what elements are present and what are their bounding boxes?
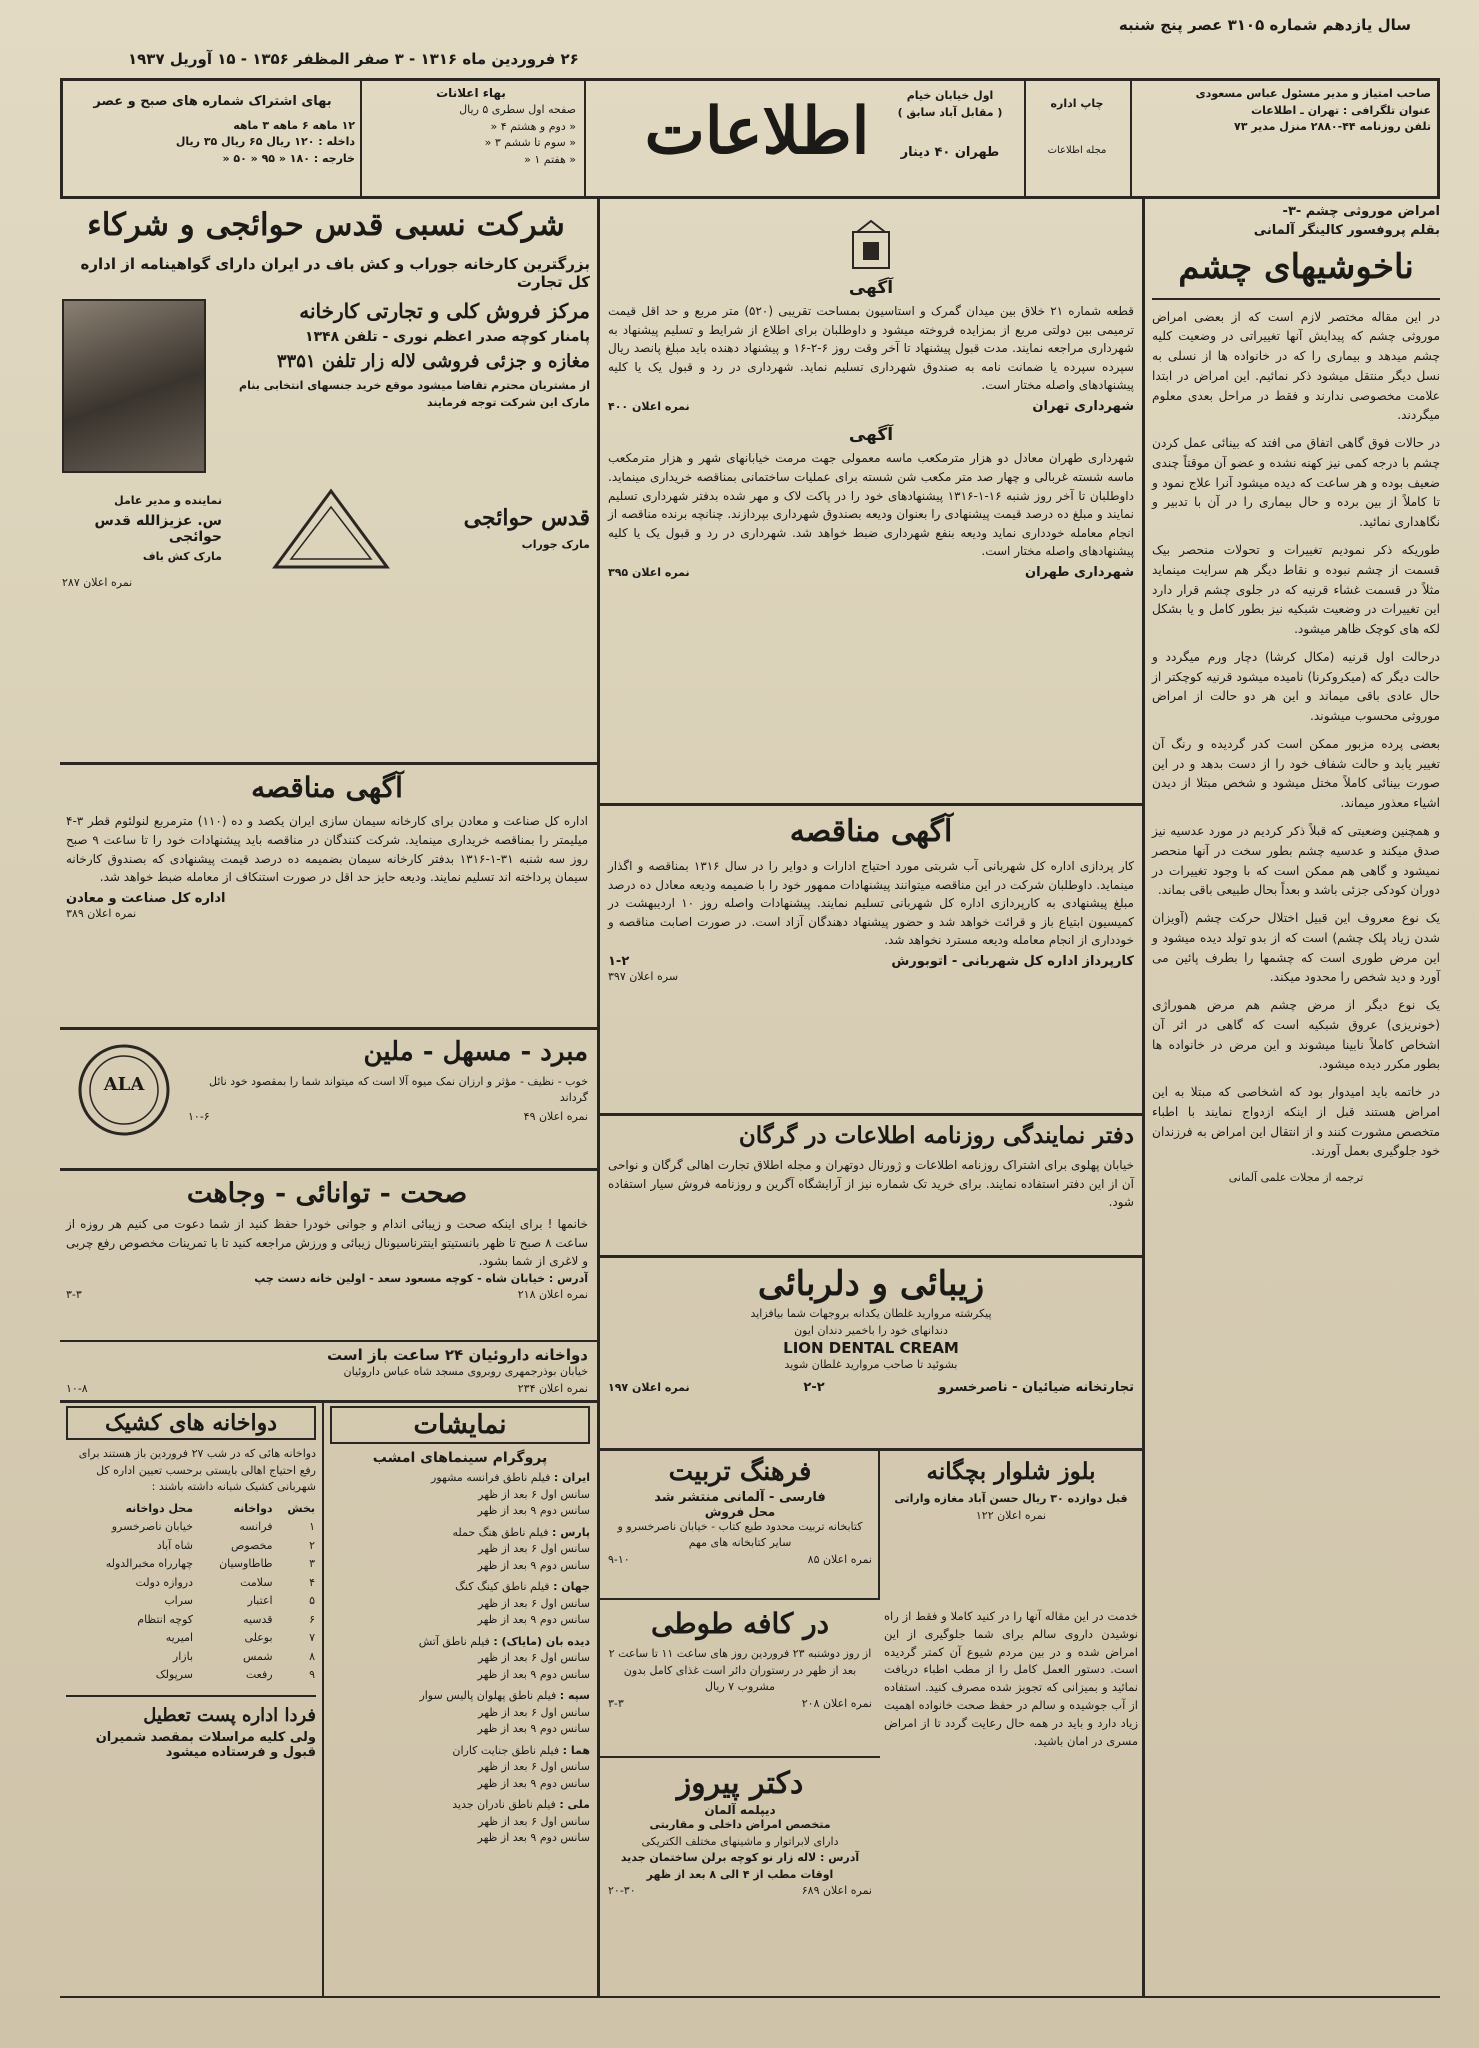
article-paragraph: در خاتمه باید امیدوار بود که اشخاصی که مبتلا به این امراض هستند قبل از اینکه ازدواج نمایند با اطباء متخصص مشورت کنند و از انتقال این امراض به فرزندان خود جلوگیری بعمل آورند.	[1152, 1085, 1440, 1159]
nasbi-line: مغازه و جزئی فروشی لاله زار تلفن ۳۳۵۱	[276, 351, 590, 373]
doctor-line: دارای لابراتوار و ماشینهای مختلف الکتریکی	[641, 1834, 839, 1848]
subscription-row: داخله : ۱۲۰ ریال ۶۵ ریال ۳۵ ریال	[175, 135, 355, 148]
ala-text: خوب - نظیف - مؤثر و ارزان نمک میوه آلا است که میتواند شما را بمقصود خود نائل گرداند	[209, 1074, 588, 1105]
table-row	[66, 1648, 316, 1667]
ad5-series: ۲-۲	[803, 1379, 825, 1395]
ad3-text: کار پردازی اداره کل شهربانی آب شربتی مورد احتیاج ادارات و دوایر را در سال ۱۳۱۶ بمناقصه و اگذار مینماید. داوطلبان شرکت در این مناقصه میتوانند پیشنهادات ممهور خود را با ضمیمه ودیعه معادل ده درصد مبلغ پیشنهادی به کارپردازی اداره کل شهربانی تسلیم نمایند. پیشنهادات واصله روز ۱۰ اردیبهشت در کمیسیون ابتیاع باز و قرائت خواهد شد و حضور پیشنهاد دهندگان آزاد است. در صورت اصابت مناقصه و خودداری از انجام معامله ودیعه مسترد نخواهد شد.	[608, 859, 1135, 948]
issue-line: سال یازدهم شماره ۳۱۰۵ عصر پنج شنبه	[1118, 16, 1411, 34]
article-title: ناخوشیهای چشم	[1178, 247, 1414, 287]
blouse-title: بلوز شلوار بچگانه	[926, 1458, 1096, 1485]
night-pharmacies-title: دواخانه های کشیک	[66, 1406, 316, 1440]
cinema-session: سانس دوم ۹ بعد از ظهر	[477, 1722, 590, 1735]
health-article-tail: خدمت در این مقاله آنها را در کنید کاملا و فقط از راه نوشیدن داروی سالم برای شما جلوگیری از این امراض شده و در بین مردم شیوع آن کمتر گردیده است. دستور العمل کامل را از مطب اطباء دریافت نمائید و بمیزانی که تجویز شده مصرف کنید. استفاده از آب جوشیده و سالم در حفظ صحت خانواده اهمیت زیاد دارد و باید در همه حال رعایت گردد تا از امراض مسری در امان باشید.	[884, 1609, 1138, 1748]
cinema-film: فیلم ناطق کینگ کنگ	[455, 1580, 550, 1593]
cinema-session: سانس اول ۶ بعد از ظهر	[478, 1487, 590, 1501]
pharmacy-series: ۱۰-۸	[66, 1381, 88, 1395]
article-paragraph: طوریکه ذکر نمودیم تغییرات و تحولات منحصر بیک قسمت از چشم نبوده و نقاط دیگر هم سرایت مینماید مثلاً در قسمت غشاء قرنیه که در جلوی چشم قرار دارد این تغییرات در وضعیت شبکیه نیز بطور کامل و یا بشکل لکه های کوچک ظاهر میشود.	[1152, 543, 1440, 637]
farhang-sub2: محل فروش	[704, 1504, 776, 1519]
nasbi-signatory-title: نماینده و مدیر عامل	[114, 493, 222, 507]
article-paragraph: درحالت اول قرنیه (مکال کرشا) دچار ورم میگردد و حالت دیگر که (میکروکرنا) نامیده میشود قرنیه کوچکتر از حال عادی باقی میماند و این هر دو حالت از امراض موروثی محسوب میشوند.	[1152, 649, 1440, 724]
cafe-series: ۳-۳	[608, 1696, 624, 1710]
ads-price-row: « سوم تا ششم ۳ «	[484, 136, 576, 149]
cell: ۲	[309, 1538, 315, 1552]
cell: ۹	[309, 1668, 315, 1681]
cell: امیریه	[165, 1631, 194, 1644]
ad1-sign: شهرداری تهران	[1032, 398, 1134, 414]
nasbi-line: پامنار کوچه صدر اعظم نوری - تلفن ۱۳۴۸	[304, 329, 590, 346]
ad5-number: نمره اعلان ۱۹۷	[608, 1380, 690, 1394]
press-sub: مجله اطلاعات	[1047, 144, 1107, 156]
cell: مخصوص	[231, 1538, 273, 1552]
doctor-title: دکتر پیروز	[676, 1766, 804, 1801]
cafe-number: نمره اعلان ۲۰۸	[801, 1696, 872, 1710]
ala-brand: ALA	[103, 1074, 145, 1095]
cell: کوچه انتظام	[137, 1612, 194, 1626]
subscription-row: خارجه : ۱۸۰ « ۹۵ « ۵۰ «	[222, 151, 355, 165]
doctor-line: آدرس : لاله زار نو کوچه برلن ساختمان جدید	[620, 1851, 860, 1864]
beauty-series: ۳-۳	[66, 1288, 82, 1302]
night-pharmacies-text: دواخانه هائی که در شب ۲۷ فروردین باز هستند برای رفع احتیاج اهالی بایستی برحسب تعیین اداره کل شهربانی کشیک شبانه داشته باشند :	[78, 1447, 316, 1493]
press-block	[1032, 96, 1122, 158]
ads-price-title: بهاء اعلانات	[436, 86, 506, 100]
cell: ۵	[309, 1594, 315, 1607]
cinema-session: سانس اول ۶ بعد از ظهر	[478, 1542, 590, 1555]
night-pharmacies	[66, 1406, 316, 1760]
press-label: چاپ اداره	[1050, 97, 1104, 110]
pharmacy-text: خیابان بوذرجمهری روبروی مسجد شاه عباس داروئیان	[343, 1365, 588, 1378]
cinema-name: ملی :	[559, 1798, 590, 1811]
ads-price-box	[366, 84, 576, 168]
cell: سراب	[164, 1594, 194, 1607]
table-row	[66, 1666, 316, 1685]
doctor-line: اوقات مطب از ۴ الی ۸ بعد از ظهر	[646, 1867, 834, 1881]
article-paragraph: در حالات فوق گاهی اتفاق می افتد که بینائی عمل کردن چشم با درجه کمی نیز کهنه نشده و عضو آن موقتاً چندی ضعیف بوده و هر ساعت که دیده میشود آنرا علاج نمود و تا کاملاً از بین برده و حال بیماری را در آن با تدبیر و نگاهداری نمائید.	[1152, 436, 1440, 530]
nasbi-mark-elastic: مارک کش باف	[142, 550, 222, 564]
ads-price-row: « دوم و هشتم ۴ «	[490, 119, 576, 133]
subscription-title: بهای اشتراک شماره های صبح و عصر	[93, 94, 332, 109]
price-label: طهران ۴۰ دینار	[900, 145, 1000, 160]
ad2-sign: شهرداری طهران	[1025, 565, 1134, 581]
beauty-number: نمره اعلان ۲۱۸	[517, 1288, 588, 1302]
cell: ۴	[309, 1575, 315, 1589]
ad3-sign: کارپرداز اداره کل شهربانی - اتوبورش	[891, 953, 1134, 969]
cinema-session: سانس دوم ۹ بعد از ظهر	[477, 1504, 590, 1517]
blouse-ad	[884, 1456, 1138, 1524]
cell: خیابان ناصرخسرو	[111, 1520, 194, 1533]
cinema-film: فیلم ناطق جنایت کاران	[452, 1743, 560, 1757]
ad2-footer	[608, 565, 1134, 582]
cell: بازار	[172, 1649, 194, 1663]
farhang-text: کتابخانه تربیت محدود طبع کتاب - خیابان ناصرخسرو و سایر کتابخانه های مهم	[617, 1519, 863, 1550]
ad4-text: خیابان پهلوی برای اشتراک روزنامه اطلاعات و ژورنال دوتهران و مجله اطلاق تجارت اهالی گرگان و نواحی آن از این دفتر استفاده نمایند. برای خرید تک شماره نیز از آرایشگاه آگرین و روزنامه فروش سیار استفاده شود.	[608, 1158, 1134, 1210]
ad5-line: دندانهای خود را باخمیر دندان ایون	[794, 1323, 948, 1337]
ads-price-row: « هفتم ۱ «	[524, 152, 576, 166]
cinema-name: هما :	[562, 1743, 590, 1757]
pharmacy-number: نمره اعلان ۲۳۴	[517, 1381, 588, 1395]
article-paragraph: یک نوع دیگر از مرض چشم هم مرض هموراژی (خونریزی) عروق شبکیه است که گاهی در اثر آن اشخاص کاملاً نابینا میشوند و این مرض در خانواده ها بطور مکرر دیده میشود.	[1152, 998, 1440, 1072]
cinema-entry	[330, 1579, 590, 1629]
cafe-ad	[608, 1606, 872, 1712]
col-district: بخش	[287, 1501, 315, 1515]
cinema-list	[330, 1470, 590, 1847]
article-byline: بقلم پروفسور کالینگر آلمانی	[1253, 223, 1440, 238]
cell: شمس	[242, 1649, 273, 1663]
table-row	[66, 1555, 316, 1574]
farhang-number: نمره اعلان ۸۵	[807, 1552, 872, 1566]
ala-ad	[66, 1036, 588, 1162]
doctor-sub: دیپلمه آلمان	[704, 1803, 776, 1817]
cell: طاطاوسیان	[219, 1557, 273, 1570]
cinema-session: سانس اول ۶ بعد از ظهر	[478, 1596, 590, 1610]
ad2-title: آگهی	[848, 425, 894, 446]
pharmacy-ad	[66, 1346, 588, 1397]
cinema-film: فیلم ناطق نادران جدید	[452, 1798, 556, 1811]
date-line: ۲۶ فروردین ماه ۱۳۱۶ - ۳ صفر المظفر ۱۳۵۶ - ۱۵ آوریل ۱۹۳۷	[128, 50, 579, 68]
cinema-name: ایران :	[553, 1471, 590, 1484]
table-row	[66, 1629, 316, 1648]
farhang-sub: فارسی - آلمانی منتشر شد	[654, 1489, 826, 1505]
beauty-institute-ad	[66, 1176, 588, 1304]
post-notice-text: ولی کلیه مراسلات بمقصد شمیران قبول و فرستاده میشود	[95, 1729, 316, 1760]
nasbi-line: مرکز فروش کلی و تجارتی کارخانه	[299, 299, 590, 324]
article-kicker: امراض موروثی چشم -۳-	[1282, 204, 1440, 219]
gorgan-office-ad	[608, 1120, 1134, 1212]
cinema-session: سانس دوم ۹ بعد از ظهر	[477, 1613, 590, 1626]
cinema-head: پروگرام سینماهای امشب	[372, 1450, 548, 1466]
cell: ۱	[309, 1520, 315, 1533]
ad3-title: آگهی مناقصه	[789, 814, 953, 849]
ad3-number: سره اعلان ۳۹۷	[608, 969, 679, 983]
cinema-entry	[330, 1525, 590, 1575]
cinema-entry	[330, 1470, 590, 1520]
cell: سلامت	[240, 1575, 273, 1589]
subscription-row: ۱۲ ماهه ۶ ماهه ۳ ماهه	[233, 118, 355, 132]
beauty-address: آدرس : خیابان شاه - کوچه مسعود سعد - اولین خانه دست چپ	[254, 1271, 588, 1285]
cell: بوعلی	[244, 1631, 273, 1644]
cinema-film: فیلم ناطق پهلوان پالیس سوار	[419, 1689, 557, 1702]
cell: سرپولک	[155, 1668, 194, 1681]
ads-price-row: صفحه اول سطری ۵ ریال	[459, 103, 576, 116]
article-paragraph: در این مقاله مختصر لازم است که از بعضی امراض موروثی چشم که پیدایش آنها تغییراتی در وضعیت کلیه چشم میدهد و بیماری را که در خانواده ها از نسلی به نسل دیگر منتقل میشود ذکر نمائیم. این امراض در ابتدا علامت مخصوصی ندارند و فقط در مراحل بعدی معلوم میگردند.	[1152, 309, 1440, 423]
cell: فرانسه	[239, 1520, 273, 1533]
cement-tender-ad	[66, 770, 588, 922]
cinema-program	[330, 1406, 590, 1852]
cell: دروازه دولت	[135, 1575, 194, 1589]
cinema-film: فیلم ناطق هنگ حمله	[452, 1525, 549, 1539]
ad1-title: آگهی	[848, 278, 894, 298]
article-footer: ترجمه از مجلات علمی آلمانی	[1228, 1171, 1364, 1185]
cinema-name: پارس :	[551, 1525, 590, 1539]
nasbi-line: بزرگترین کارخانه جوراب و کش باف در ایران دارای گواهینامه از اداره کل تجارت	[80, 255, 590, 292]
article-paragraph: یک نوع معروف این قبیل اختلال حرکت چشم (آویزان شدن زیاد پلک چشم) است که از بدو تولد دیده میشود و این مرض طوری است که چشمها را بطرف پائین می آورد و دید شخص را محدود میکند.	[1152, 911, 1440, 985]
masthead-logo: اطلاعات	[644, 94, 870, 169]
cinema-session: سانس اول ۶ بعد از ظهر	[478, 1814, 590, 1828]
ad5-address: تجارتخانه ضیائیان - ناصرخسرو	[938, 1379, 1134, 1395]
post-notice-title: فردا اداره پست تعطیل	[143, 1704, 316, 1726]
cinema-film: فیلم ناطق آتش	[418, 1634, 490, 1648]
triangle-trademark-icon	[271, 487, 391, 571]
ad1-text: قطعه شماره ۲۱ خلاق بین میدان گمرک و استاسیون بمساحت تقریبی (۵۲۰) متر مربع و حد اقل قیمت ترمیمی بین دولتی مربع از بمزایده فروخته میشود و داوطلبان برای اطلاع از شرایط و تسلیم پیشنهاد به شهرداری مراجعه نمایند. مدت قبول پیشنهاد تا آخر وقت روز ۶-۲-۱۶ و پیشنهاد دهنده باید مبلغ پانصد ریال سپرده سپرده یا ضمانت نامه به صندوق شهرداری تسلیم نماید. شهرداری در رد و قبول یک یا کلیه پیشنهادهای واصله مختار است.	[608, 304, 1135, 393]
ad2-text: شهرداری طهران معادل دو هزار مترمکعب ماسه معمولی جهت مرمت خیابانهای شهر و هزار مترمکعب ماسه شسته غربالی و چهار صد متر مکعب شن شسته برای عملیات ساختمانی بمناقصه خریداری مینماید. داوطلبان تا آخر روز شنبه ۱۶-۱-۱۳۱۶ پیشنهادهای خود را در پاکت لاک و مهر شده بدفتر شهرداری تسلیم نمایند و مبلغ ده درصد قیمت پیشنهادی را بعنوان ودیعه بصندوق شهرداری بپردازند. چنانچه برنده مناقصه از انجام معامله خودداری نماید ودیعه بنفع شهرداری ضبط خواهد شد. شهرداری در رد و قبول یک یا کلیه پیشنهادهای واصله مختار است.	[608, 451, 1134, 559]
subscription-box	[70, 92, 355, 167]
nasbi-number: نمره اعلان ۲۸۷	[62, 576, 133, 590]
table-row	[66, 1537, 316, 1556]
col-location: محل دواخانه	[125, 1501, 194, 1515]
ad5-brand: LION DENTAL CREAM	[783, 1339, 959, 1358]
table-row	[66, 1592, 316, 1611]
article-body	[1152, 308, 1440, 1163]
cinema-entry	[330, 1797, 590, 1847]
ala-number: نمره اعلان ۴۹	[523, 1109, 588, 1123]
cinema-name: جهان :	[553, 1580, 590, 1593]
cinema-entry	[330, 1634, 590, 1684]
cement-tender-text: اداره کل صناعت و معادن برای کارخانه سیمان سازی ایران یکصد و ده (۱۱۰) مترمربع لنولئوم قطر ۳-۴ میلیمتر را بمناقصه خریداری مینماید. شرکت کنندگان در مناقصه باید پیشنهادات خود را تا ساعت ۹ صبح روز سه شنبه ۳۱-۱-۱۳۱۶ بدفتر کارخانه سیمان بضمیمه ده درصد قیمت پیشنهادی که بصندوق کارخانه سیمان پرداخته اند تسلیم نمایند. ودیعه حایز حد اقل در صورت استنکاف از معامله ضبط خواهد شد.	[66, 814, 589, 885]
cinema-session: سانس اول ۶ بعد از ظهر	[478, 1760, 590, 1773]
cell: ۳	[309, 1557, 315, 1570]
emblem-icon	[847, 218, 895, 274]
ad2-number: نمره اعلان ۳۹۵	[608, 566, 690, 580]
cell: شاه آباد	[156, 1538, 194, 1552]
ala-title: مبرد - مسهل - ملین	[363, 1037, 588, 1067]
cinema-entry	[330, 1743, 590, 1793]
cinema-session: سانس دوم ۹ بعد از ظهر	[477, 1831, 590, 1844]
cinema-name: سپه :	[559, 1689, 590, 1702]
ad1-footer	[608, 399, 1134, 416]
cinema-entry	[330, 1688, 590, 1738]
nasbi-title: شرکت نسبی قدس حوائجی و شرکاء	[87, 207, 565, 243]
nasbi-line: از مشتریان محترم تقاضا میشود موقع خرید جنسهای انتخابی بنام مارک این شرکت توجه فرمایند	[239, 379, 590, 409]
portrait-photo	[62, 299, 206, 473]
cinema-title: نمایشات	[330, 1406, 590, 1444]
beauty-title: صحت - توانائی - وجاهت	[186, 1178, 468, 1209]
cell: قدسیه	[243, 1612, 273, 1626]
blouse-number: نمره اعلان ۱۲۲	[975, 1508, 1047, 1522]
table-row	[66, 1574, 316, 1593]
cell: چهارراه مخبرالدوله	[105, 1557, 194, 1570]
cafe-title: در کافه طوطی	[650, 1607, 830, 1640]
cement-tender-title: آگهی مناقصه	[251, 771, 403, 804]
middle-column	[608, 218, 1134, 582]
cinema-session: سانس اول ۶ بعد از ظهر	[478, 1705, 590, 1719]
ad5-line: بشوئید تا صاحب مروارید غلطان شوید	[784, 1358, 958, 1372]
beauty-text: خانمها ! برای اینکه صحت و زیبائی اندام و جوانی خودرا حفظ کنید از شما دعوت می کنیم هر روزه از ساعت ۸ صبح تا ظهر بانستیتو اینترناسیونال زیبائی و ورزش مراجعه کنید تا با تمرینات مخصوص رفع چربی و لاغری از شما بشود.	[66, 1217, 589, 1269]
farhang-series: ۹-۱۰	[608, 1552, 630, 1566]
ad5-title: زیبائی و دلربائی	[757, 1264, 985, 1304]
article-column	[1152, 204, 1440, 1187]
table-row	[66, 1611, 316, 1630]
col-pharmacy: دواخانه	[233, 1501, 273, 1515]
ad3-footer	[608, 954, 1134, 969]
owner-block	[1141, 86, 1431, 136]
nasbi-signatory: س. عزیزالله قدس حوائجی	[94, 513, 222, 546]
cinema-session: سانس دوم ۹ بعد از ظهر	[477, 1667, 590, 1681]
article-paragraph: و همچنین وضعیتی که قبلاً ذکر کردیم در مورد عدسیه نیز صدق میکند و عدسیه چشم بطور سخت در آنها منحصر نمیشود و گاهی هم ممکن است که با وجود تغییرات در دوران کودکی جزئی باشد و بعداً بحال طبیعی باقی بماند.	[1152, 823, 1440, 898]
cinema-session: سانس دوم ۹ بعد از ظهر	[477, 1558, 590, 1572]
nasbi-brand: قدس حوائجی	[463, 505, 590, 532]
telegraph-line: عنوان تلگرافی : تهران ـ اطلاعات	[1251, 103, 1431, 117]
cinema-session: سانس اول ۶ بعد از ظهر	[478, 1651, 590, 1664]
cafe-text: از روز دوشنبه ۲۳ فروردین روز های ساعت ۱۱ تا ساعت ۲ بعد از ظهر در رستوران دائر است غذای کامل بدون مشروب ۷ ریال	[608, 1647, 872, 1694]
pharmacy-title: دواخانه داروئیان ۲۴ ساعت باز است	[327, 1346, 588, 1364]
table-header	[66, 1500, 316, 1519]
cinema-session: سانس دوم ۹ بعد از ظهر	[477, 1776, 590, 1790]
cinema-film: فیلم ناطق فرانسه مشهور	[431, 1471, 551, 1484]
address-line: اول خیابان خیام	[906, 89, 994, 102]
table-row	[66, 1518, 316, 1537]
ad4-title: دفتر نمایندگی روزنامه اطلاعات در گرگان	[738, 1122, 1134, 1149]
owner-line: صاحب امتیاز و مدیر مسئول عباس مسعودی	[1195, 87, 1431, 100]
ad1-number: نمره اعلان ۴۰۰	[608, 399, 690, 413]
address-block	[880, 88, 1020, 163]
cement-tender-number: نمره اعلان ۳۸۹	[66, 906, 137, 920]
doctor-series: ۲۰-۳۰	[608, 1884, 636, 1897]
cell: ۸	[309, 1649, 315, 1663]
address-sub: ( مقابل آباد سابق )	[897, 105, 1003, 119]
phone-line: تلفن روزنامه ۴۴-۲۸۸۰ منزل مدیر ۷۳	[1234, 120, 1431, 133]
ad5-footer	[608, 1380, 1134, 1397]
tender-police-ad	[608, 812, 1134, 985]
nasbi-mark-sock: مارک جوراب	[521, 538, 590, 552]
cell: رفعت	[245, 1668, 273, 1681]
ad5-line: پیکرشته مروارید غلطان یکدانه بروجهات شما بیافزاید	[750, 1307, 992, 1321]
ala-series: ۱۰-۶	[188, 1109, 210, 1123]
farhang-ad	[608, 1456, 872, 1568]
cell: اعتبار	[247, 1594, 273, 1607]
cement-tender-sign: اداره کل صناعت و معادن	[66, 890, 226, 906]
article-paragraph: بعضی پرده مزبور ممکن است کدر گردیده و رنگ آن تغییر یابد و حالت شفاف خود را از دست بدهد و در این صورت بینائی کاملاً مختل میشود و شخص مبتلا از دیدن اشیاء معذور میماند.	[1152, 736, 1440, 811]
farhang-title: فرهنگ تربیت	[668, 1457, 812, 1487]
cell: ۷	[309, 1631, 315, 1644]
cinema-name: دیده بان (مایاک) :	[493, 1634, 590, 1648]
dental-cream-ad	[608, 1262, 1134, 1396]
doctor-line: متخصص امراض داخلی و مقاربتی	[649, 1818, 831, 1831]
blouse-text: قبل دوازده ۳۰ ریال حسن آباد مغازه واراتی	[894, 1492, 1128, 1506]
doctor-number: نمره اعلان ۶۸۹	[801, 1884, 872, 1897]
ad3-series: ۱-۲	[608, 953, 630, 969]
cell: ۶	[309, 1612, 315, 1626]
doctor-ad	[608, 1764, 872, 1900]
nasbi-ad	[62, 204, 590, 592]
pharmacy-table	[66, 1500, 316, 1685]
